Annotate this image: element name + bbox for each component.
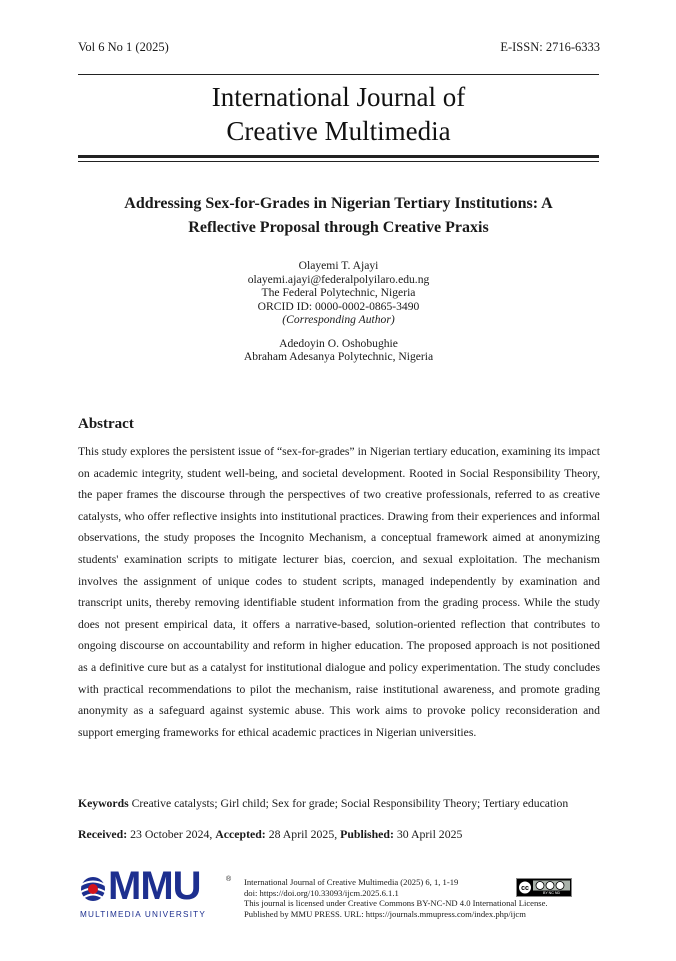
registered-mark: ® — [226, 876, 232, 883]
author-name: Olayemi T. Ajayi — [298, 259, 379, 272]
citation: International Journal of Creative Multimedia (2025) 6, 1, 1-19 — [244, 877, 459, 887]
keywords-label: Keywords — [78, 797, 129, 810]
volume-info: Vol 6 No 1 (2025) — [78, 40, 169, 54]
accepted-label: Accepted: — [215, 827, 266, 841]
svg-text:cc: cc — [521, 885, 529, 893]
keywords-text: Creative catalysts; Girl child; Sex for grade; Social Responsibility Theory; Tertiary education — [131, 797, 569, 810]
author-orcid: ORCID ID: 0000-0002-0865-3490 — [257, 299, 420, 313]
author-affiliation: Abraham Adesanya Polytechnic, Nigeria — [243, 350, 434, 363]
license-text: This journal is licensed under Creative Commons BY-NC-ND 4.0 International License. — [244, 898, 548, 909]
mmu-logo-subtitle: MULTIMEDIA UNIVERSITY — [80, 910, 207, 919]
received-date: 23 October 2024, — [130, 827, 213, 841]
doi-link[interactable]: doi: https://doi.org/10.33093/ijcm.2025.6.1.1 — [244, 887, 399, 898]
issn: E-ISSN: 2716-6333 — [500, 40, 600, 54]
author-name: Adedoyin O. Oshobughie — [279, 336, 398, 350]
paper-title-line2: Reflective Proposal through Creative Praxis — [188, 219, 489, 236]
author-affiliation: The Federal Polytechnic, Nigeria — [261, 286, 416, 299]
cc-license-badge[interactable] — [516, 878, 572, 897]
journal-title-line2: Creative Multimedia — [226, 116, 451, 146]
journal-title-line1: International Journal of — [211, 82, 466, 112]
header-divider — [78, 74, 599, 75]
mmu-globe-icon — [78, 872, 108, 906]
paper-title-line1: Addressing Sex-for-Grades in Nigerian Tertiary Institutions: A — [124, 195, 553, 212]
published-label: Published: — [340, 827, 394, 841]
publication-dates — [78, 827, 600, 842]
abstract-text: This study explores the persistent issue of “sex-for-grades” in Nigerian tertiary education, examining its impact on academic integrity, student well-being, and societal development. Rooted in Social Responsibility Theory, the paper frames the discourse through the perspectives of two creative professionals, referred to as creative catalysts, who offer reflective insights into institutional practices. Drawing from their experiences and informal observations, the study proposes the Incognito Mechanism, a conceptual framework aimed at anonymizing students' examination scripts to mitigate lecturer bias, coercion, and sexual exploitation. The mechanism involves the assignment of unique codes to student scripts, managed independently by examination and transcript units, thereby removing identifiable student information from the grading process. While the study does not present empirical data, it offers a narrative-based, solution-oriented reflection that contributes to ongoing discourse on accountability and reform in higher education. The proposed approach is not positioned as a definitive cure but as a catalyst for institutional dialogue and policy experimentation. The study concludes with practical recommendations to pilot the mechanism, raise institutional awareness, and promote grading anonymity as a safeguard against systemic abuse. This work aims to provoke policy reconsideration and support emerging frameworks for ethical academic practices in Nigerian universities. — [78, 445, 600, 739]
title-divider-thick — [78, 155, 599, 158]
cc-badge-text: BY NC ND — [542, 890, 561, 895]
journal-title — [78, 80, 599, 148]
author-email[interactable]: olayemi.ajayi@federalpolyilaro.edu.ng — [247, 272, 430, 286]
paper-title — [78, 192, 599, 240]
accepted-date: 28 April 2025, — [268, 827, 338, 841]
received-label: Received: — [78, 827, 128, 841]
publisher-text: Published by MMU PRESS. URL: https://journals.mmupress.com/index.php/ijcm — [244, 908, 526, 919]
author-block — [78, 259, 599, 364]
abstract-heading: Abstract — [78, 416, 134, 432]
cc-icon — [517, 879, 571, 896]
corresponding-note: (Corresponding Author) — [282, 313, 395, 326]
mmu-logo-text: MMU — [108, 864, 201, 908]
keywords — [78, 797, 600, 810]
published-date: 30 April 2025 — [396, 827, 463, 841]
mmu-logo — [78, 864, 238, 924]
title-divider-thin — [78, 161, 599, 162]
